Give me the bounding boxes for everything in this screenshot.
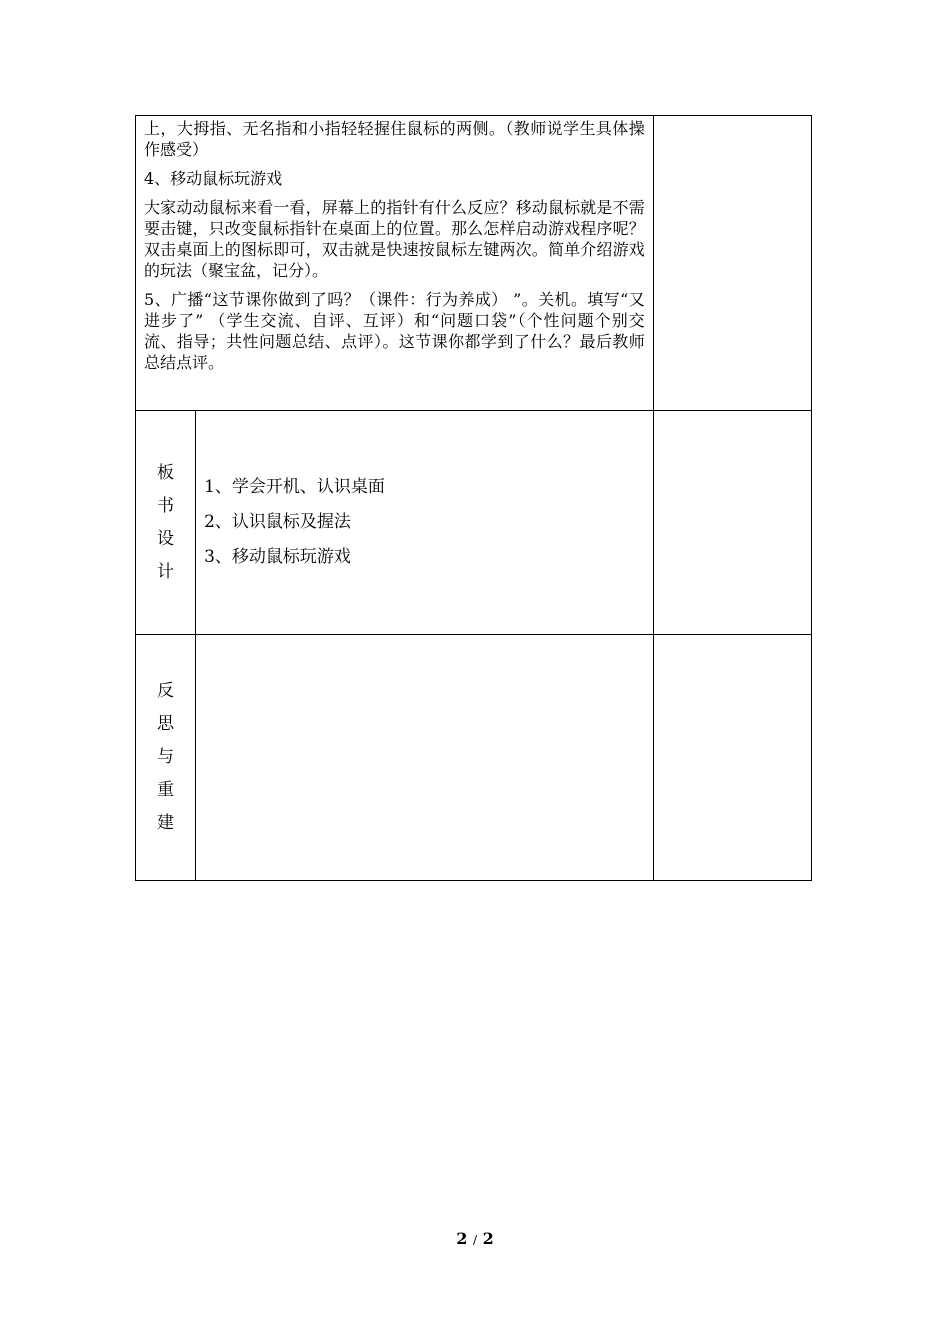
label-char: 重 bbox=[157, 780, 175, 800]
board-item: 1、学会开机、认识桌面 bbox=[204, 477, 385, 497]
label-char: 设 bbox=[157, 528, 175, 549]
process-paragraph: 5、广播“这节课你做到了吗？（课件：行为养成） ”。关机。填写“又进步了” （学生交流、自评、互评）和“问题口袋”（个性问题个别交流、指导；共性问题总结、点评）。这节课你都学到了什么？最后教师总结点评。 bbox=[144, 290, 645, 372]
board-item: 3、移动鼠标玩游戏 bbox=[204, 547, 351, 567]
board-item: 2、认识鼠标及握法 bbox=[204, 512, 351, 532]
label-char: 建 bbox=[157, 813, 175, 833]
total-pages: 2 bbox=[482, 1229, 494, 1248]
process-paragraph: 大家动动鼠标来看一看，屏幕上的指针有什么反应？移动鼠标就是不需要击键，只改变鼠标指针在桌面上的位置。那么怎样启动游戏程序呢？双击桌面上的图标即可，双击就是快速按鼠标左键两次。简单介绍游戏的玩法（聚宝盆，记分）。 bbox=[144, 198, 645, 280]
label-char: 板 bbox=[157, 462, 175, 483]
board-notes-cell bbox=[653, 411, 811, 635]
board-design-content bbox=[196, 411, 654, 635]
process-heading-move-mouse: 4、移动鼠标玩游戏 bbox=[144, 169, 283, 188]
process-notes-cell bbox=[653, 116, 811, 411]
board-design-row bbox=[136, 411, 812, 635]
process-paragraph: 上，大拇指、无名指和小指轻轻握住鼠标的两侧。（教师说学生具体操作感受） bbox=[144, 119, 645, 159]
label-char: 计 bbox=[157, 561, 175, 582]
teaching-process-cell bbox=[136, 116, 654, 411]
teaching-process-row bbox=[136, 116, 812, 411]
page-number bbox=[0, 1229, 950, 1248]
board-design-label bbox=[136, 411, 196, 635]
reflection-notes-cell bbox=[653, 635, 811, 881]
reflection-row bbox=[136, 635, 812, 881]
reflection-label bbox=[136, 635, 196, 881]
label-char: 反 bbox=[157, 681, 175, 701]
lesson-plan-table bbox=[135, 115, 812, 881]
page-separator: / bbox=[472, 1233, 478, 1247]
label-char: 思 bbox=[157, 714, 175, 734]
reflection-content bbox=[196, 635, 654, 881]
label-char: 书 bbox=[157, 495, 175, 516]
current-page: 2 bbox=[456, 1229, 468, 1248]
label-char: 与 bbox=[157, 747, 175, 767]
